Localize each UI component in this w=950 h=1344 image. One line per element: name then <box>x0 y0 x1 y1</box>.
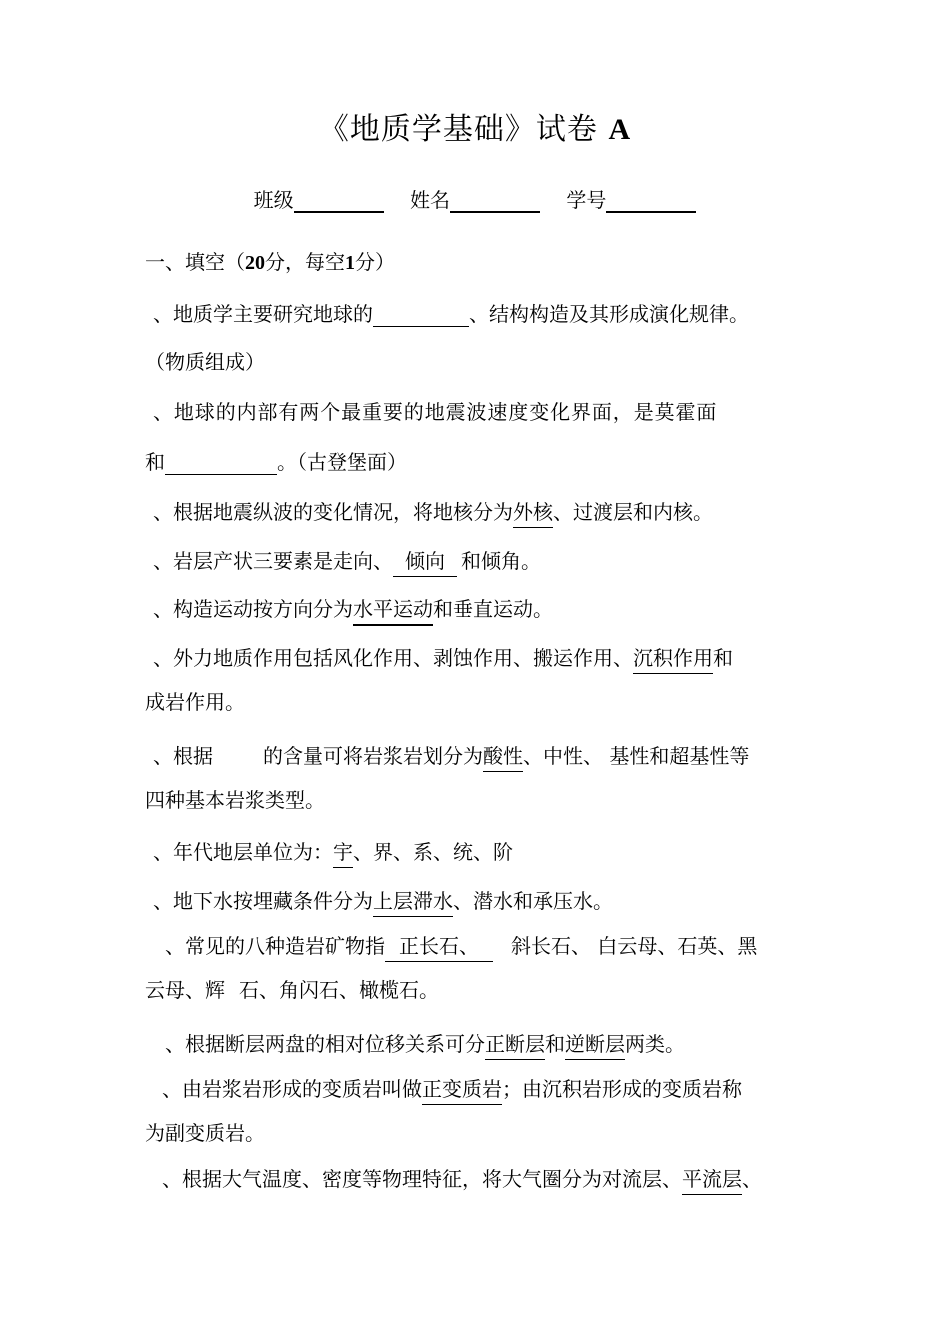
question-2-cont: 和 。（古登堡面） <box>145 450 407 474</box>
question-7: 、根据 的含量可将岩浆岩划分为酸性、中性、 基性和超基性等 <box>153 740 749 769</box>
student-info-row <box>0 184 950 213</box>
exam-title: 《地质学基础》试卷 A <box>318 112 632 147</box>
answer-text: 正变质岩 <box>422 1077 502 1105</box>
question-6-cont: 成岩作用。 <box>145 690 245 714</box>
student-id-label: 学号 <box>566 188 607 212</box>
question-2: 、地球的内部有两个最重要的地震波速度变化界面，是莫霍面 <box>153 400 718 424</box>
question-1-answer: （物质组成） <box>145 350 265 374</box>
question-6: 、外力地质作用包括风化作用、剥蚀作用、搬运作用、沉积作用和 <box>153 642 733 671</box>
question-11: 、根据断层两盘的相对位移关系可分正断层和逆断层两类。 <box>165 1028 685 1057</box>
answer-text: 水平运动 <box>353 597 433 626</box>
answer-text: 平流层 <box>682 1167 742 1195</box>
question-9: 、地下水按埋藏条件分为上层滞水、潜水和承压水。 <box>153 885 613 914</box>
question-5: 、构造运动按方向分为水平运动和垂直运动。 <box>153 593 553 622</box>
answer-text: 逆断层 <box>565 1032 625 1060</box>
answer-text: 外核 <box>513 500 553 528</box>
answer-blank <box>373 304 469 327</box>
student-id-field[interactable] <box>606 185 696 213</box>
answer-text: 倾向 <box>393 549 457 577</box>
question-13: 、根据大气温度、密度等物理特征，将大气圈分为对流层、平流层、 <box>162 1163 762 1192</box>
question-12: 、由岩浆岩形成的变质岩叫做正变质岩；由沉积岩形成的变质岩称 <box>162 1073 742 1102</box>
answer-text: 正断层 <box>485 1032 545 1060</box>
question-1: 、地质学主要研究地球的 、结构构造及其形成演化规律。 <box>153 302 749 326</box>
answer-text: 宇 <box>333 840 353 868</box>
question-10: 、常见的八种造岩矿物指 正长石、 斜长石、 白云母、石英、黑 <box>165 930 757 959</box>
name-field[interactable] <box>450 185 540 213</box>
answer-text: 上层滞水 <box>373 889 453 917</box>
question-10-cont: 云母、辉 石、角闪石、橄榄石。 <box>145 978 439 1002</box>
question-7-cont: 四种基本岩浆类型。 <box>145 788 325 812</box>
answer-text: 沉积作用 <box>633 646 713 674</box>
name-label: 姓名 <box>410 188 450 212</box>
answer-blank <box>165 452 277 475</box>
question-8: 、年代地层单位为：宇、界、系、统、阶 <box>153 836 513 865</box>
class-label: 班级 <box>253 188 294 212</box>
question-3: 、根据地震纵波的变化情况，将地核分为外核、过渡层和内核。 <box>153 496 713 525</box>
question-4: 、岩层产状三要素是走向、 倾向 和倾角。 <box>153 545 541 574</box>
class-field[interactable] <box>294 185 384 213</box>
section-heading: 一、填空（20分，每空1分） <box>145 250 395 274</box>
question-12-cont: 为副变质岩。 <box>145 1121 265 1145</box>
answer-text: 正长石、 <box>385 934 493 962</box>
answer-text: 酸性 <box>483 744 523 772</box>
